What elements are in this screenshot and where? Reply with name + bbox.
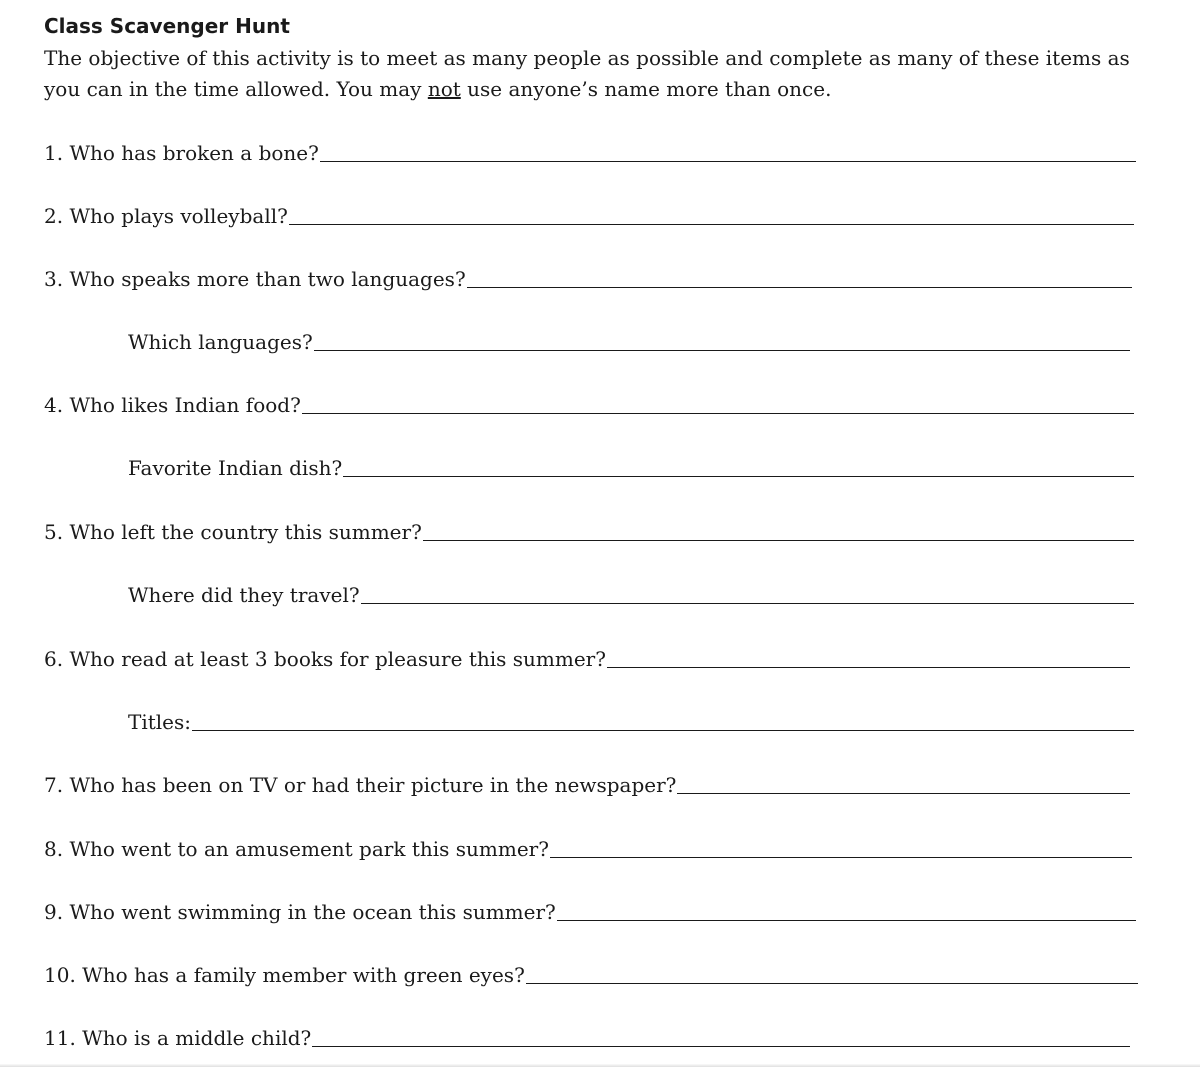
question-label: Titles: <box>128 710 192 734</box>
question-9 <box>44 897 1136 925</box>
answer-line[interactable] <box>312 1046 1130 1047</box>
question-11 <box>44 1023 1130 1051</box>
answer-line[interactable] <box>557 920 1136 921</box>
question-label: 8. Who went to an amusement park this summer? <box>44 837 549 861</box>
question-label: Favorite Indian dish? <box>128 456 343 480</box>
answer-line[interactable] <box>423 540 1134 541</box>
question-1 <box>44 138 1136 166</box>
question-5 <box>44 517 1134 545</box>
question-label: 3. Who speaks more than two languages? <box>44 267 466 291</box>
question-3 <box>44 264 1132 292</box>
answer-line[interactable] <box>289 224 1134 225</box>
answer-line[interactable] <box>320 161 1136 162</box>
worksheet-title: Class Scavenger Hunt <box>44 14 290 38</box>
question-10 <box>44 960 1138 988</box>
question-label: 5. Who left the country this summer? <box>44 520 422 544</box>
answer-line[interactable] <box>526 983 1138 984</box>
question-label: Where did they travel? <box>128 583 360 607</box>
question-label: 6. Who read at least 3 books for pleasure this summer? <box>44 647 606 671</box>
answer-line[interactable] <box>607 667 1130 668</box>
question-label: 2. Who plays volleyball? <box>44 204 288 228</box>
instructions-text: The objective of this activity is to meet as many people as possible and complete as many of these items as you can in the time allowed. You may <box>44 46 1130 101</box>
instructions <box>44 43 1164 105</box>
question-label: 9. Who went swimming in the ocean this summer? <box>44 900 556 924</box>
instructions-text-end: use anyone’s name more than once. <box>460 77 832 101</box>
question-label: 4. Who likes Indian food? <box>44 393 301 417</box>
question-6-followup <box>128 707 1134 735</box>
question-7 <box>44 770 1130 798</box>
answer-line[interactable] <box>361 603 1134 604</box>
answer-line[interactable] <box>467 287 1132 288</box>
question-4-followup <box>128 453 1134 481</box>
question-2 <box>44 201 1134 229</box>
instructions-emphasis: not <box>427 77 461 101</box>
answer-line[interactable] <box>192 730 1134 731</box>
question-5-followup <box>128 580 1134 608</box>
question-label: Which languages? <box>128 330 313 354</box>
question-6 <box>44 644 1130 672</box>
answer-line[interactable] <box>314 350 1130 351</box>
question-3-followup <box>128 327 1130 355</box>
answer-line[interactable] <box>343 476 1134 477</box>
question-8 <box>44 834 1132 862</box>
answer-line[interactable] <box>302 413 1134 414</box>
question-label: 7. Who has been on TV or had their picture in the newspaper? <box>44 773 677 797</box>
question-label: 10. Who has a family member with green eyes? <box>44 963 525 987</box>
question-label: 11. Who is a middle child? <box>44 1026 312 1050</box>
answer-line[interactable] <box>550 857 1132 858</box>
question-label: 1. Who has broken a bone? <box>44 141 319 165</box>
question-4 <box>44 390 1134 418</box>
answer-line[interactable] <box>677 793 1130 794</box>
